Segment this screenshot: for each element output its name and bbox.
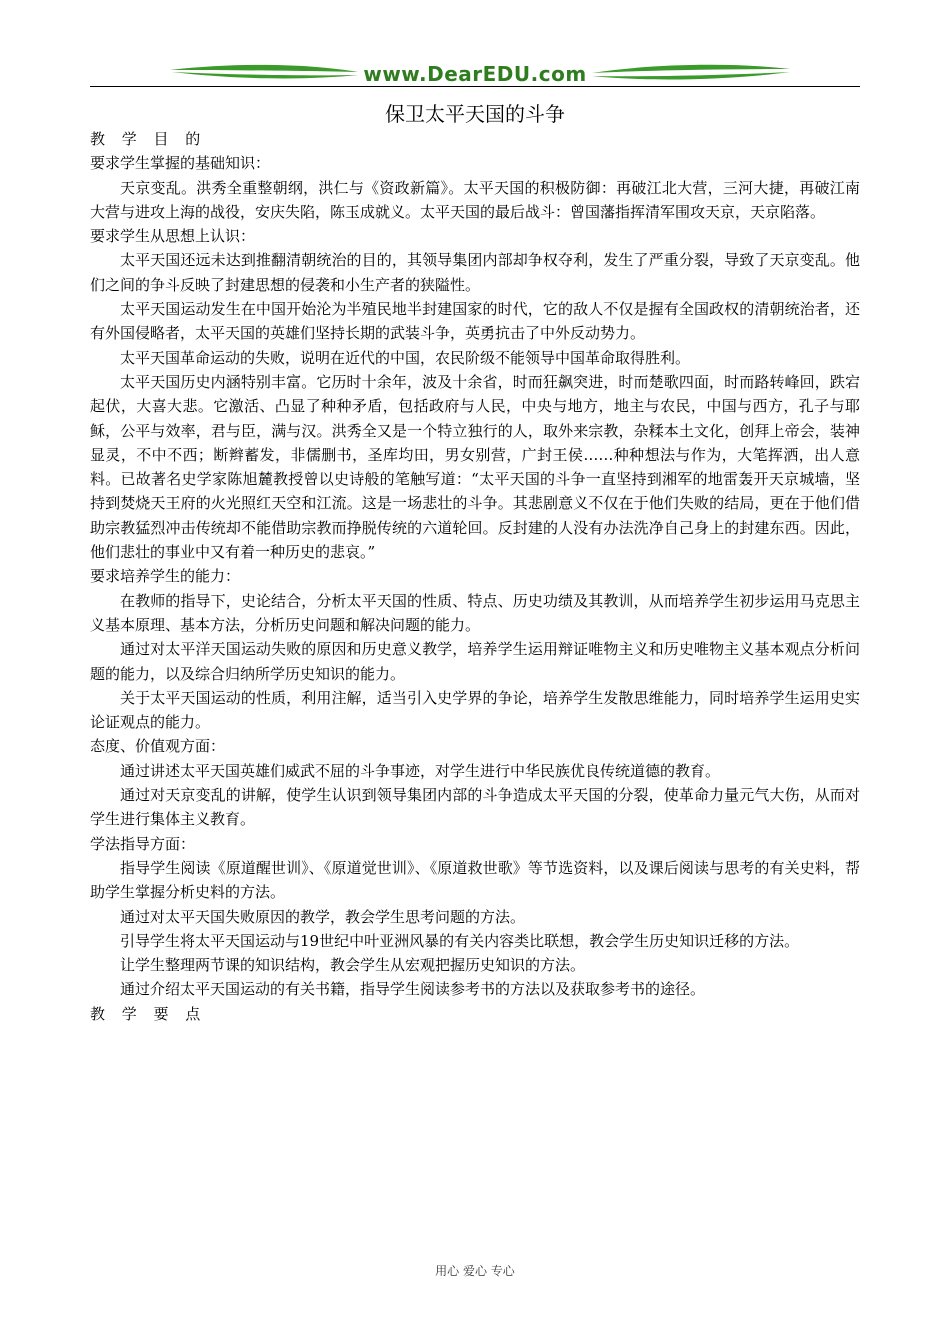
paragraph: 通过对天京变乱的讲解，使学生认识到领导集团内部的斗争造成太平天国的分裂，使革命力量元气大伤，从而对学生进行集体主义教育。 bbox=[90, 786, 860, 829]
paragraph: 天京变乱。洪秀全重整朝纲，洪仁与《资政新篇》。太平天国的积极防御：再破江北大营，三河大捷，再破江南大营与进攻上海的战役，安庆失陷，陈玉成就义。太平天国的最后战斗：曾国藩指挥清军围攻天京，天京陷落。 bbox=[90, 178, 860, 221]
header-banner bbox=[90, 56, 860, 94]
subheading-attitude: 态度、价值观方面： bbox=[90, 737, 226, 756]
paragraph: 引导学生将太平天国运动与19世纪中叶亚洲风暴的有关内容类比联想，教会学生历史知识迁移的方法。 bbox=[120, 931, 800, 950]
subheading-ideology: 要求学生从思想上认识： bbox=[90, 227, 256, 246]
section-heading-teaching-goals: 教 学 目 的 bbox=[90, 130, 207, 148]
paragraph: 让学生整理两节课的知识结构，教会学生从宏观把握历史知识的方法。 bbox=[120, 956, 586, 975]
paragraph: 太平天国历史内涵特别丰富。它历时十余年，波及十余省，时而狂飙突进，时而楚歌四面，时而路转峰回，跌宕起伏，大喜大悲。它激活、凸显了种种矛盾，包括政府与人民，中央与地方，地主与农民，中国与西方，孔子与耶稣，公平与效率，君与臣，满与汉。洪秀全又是一个特立独行的人，取外来宗教，杂糅本土文化，创拜上帝会，装神显灵，不中不西；断辫蓄发，非儒删书，圣库均田，男女别营，广封王侯……种种想法与作为，大笔挥洒，出人意料。已故著名史学家陈旭麓教授曾以史诗般的笔触写道：“太平天国的斗争一直坚持到湘军的地雷轰开天京城墙，坚持到焚烧天王府的火光照红天空和江流。这是一场悲壮的斗争。其悲剧意义不仅在于他们失败的结局，更在于他们借助宗教猛烈冲击传统却不能借助宗教而挣脱传统的六道轮回。反封建的人没有办法洗净自己身上的封建东西。因此，他们悲壮的事业中又有着一种历史的悲哀。” bbox=[90, 372, 860, 562]
subheading-method: 学法指导方面： bbox=[90, 834, 196, 853]
subheading-ability: 要求培养学生的能力： bbox=[90, 567, 241, 586]
paragraph: 通过对太平洋天国运动失败的原因和历史意义教学，培养学生运用辩证唯物主义和历史唯物主义基本观点分析问题的能力，以及综合归纳所学历史知识的能力。 bbox=[90, 640, 860, 683]
paragraph: 通过讲述太平天国英雄们威武不屈的斗争事迹，对学生进行中华民族优良传统道德的教育。 bbox=[120, 761, 721, 780]
paragraph: 指导学生阅读《原道醒世训》、《原道觉世训》、《原道救世歌》等节选资料，以及课后阅读与思考的有关史料，帮助学生掌握分析史料的方法。 bbox=[90, 858, 860, 902]
header-divider bbox=[90, 86, 860, 87]
document-body bbox=[90, 127, 860, 1026]
paragraph: 太平天国运动发生在中国开始沦为半殖民地半封建国家的时代，它的敌人不仅是握有全国政权的清朝统治者，还有外国侵略者，太平天国的英雄们坚持长期的武装斗争，英勇抗击了中外反动势力。 bbox=[90, 300, 860, 343]
paragraph: 在教师的指导下，史论结合，分析太平天国的性质、特点、历史功绩及其教训，从而培养学生初步运用马克思主义基本原理、基本方法，分析历史问题和解决问题的能力。 bbox=[90, 591, 860, 634]
page-title: 保卫太平天国的斗争 bbox=[385, 102, 565, 126]
subheading-basic-knowledge: 要求学生掌握的基础知识： bbox=[90, 154, 271, 173]
paragraph: 太平天国革命运动的失败，说明在近代的中国，农民阶级不能领导中国革命取得胜利。 bbox=[120, 348, 691, 367]
section-heading-key-points: 教 学 要 点 bbox=[90, 1004, 207, 1023]
paragraph: 太平天国还远未达到推翻清朝统治的目的，其领导集团内部却争权夺利，发生了严重分裂，导致了天京变乱。他们之间的争斗反映了封建思想的侵袭和小生产者的狭隘性。 bbox=[90, 251, 860, 294]
paragraph: 关于太平天国运动的性质，利用注解，适当引入史学界的争论，培养学生发散思维能力，同时培养学生运用史实论证观点的能力。 bbox=[90, 688, 860, 732]
paragraph: 通过介绍太平天国运动的有关书籍，指导学生阅读参考书的方法以及获取参考书的途径。 bbox=[120, 980, 706, 999]
paragraph: 通过对太平天国失败原因的教学，教会学生思考问题的方法。 bbox=[120, 907, 526, 926]
page-footer: 用心 爱心 专心 bbox=[435, 1264, 515, 1278]
site-url[interactable]: www.DearEDU.com bbox=[363, 62, 587, 86]
